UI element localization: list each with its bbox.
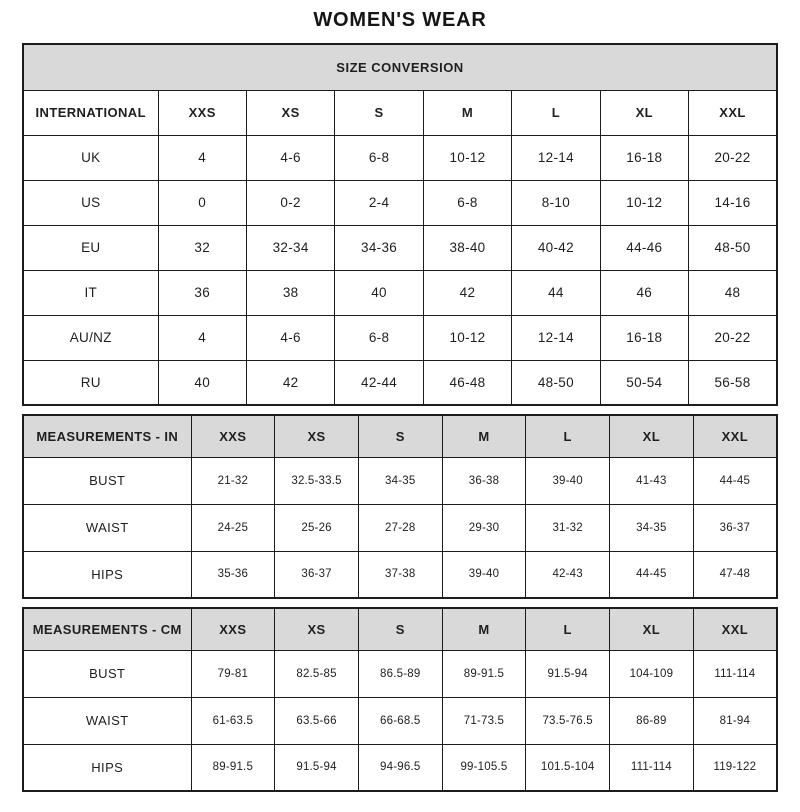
cell-value: 50-54 [600,360,688,405]
size-column-header: XXL [693,415,777,457]
cell-value: 119-122 [693,744,777,791]
cell-value: 16-18 [600,135,688,180]
table-title: MEASUREMENTS - CM [23,608,191,650]
cell-value: 86.5-89 [358,650,442,697]
cell-value: 29-30 [442,504,526,551]
cell-value: 34-35 [610,504,694,551]
size-header-row [23,608,777,650]
table-row [23,270,777,315]
size-column-header: S [335,90,423,135]
cell-value: 16-18 [600,315,688,360]
cell-value: 4-6 [246,135,334,180]
cell-value: 4 [158,135,246,180]
cell-value: 44 [512,270,600,315]
table-row [23,697,777,744]
table-row [23,457,777,504]
row-label: WAIST [23,504,191,551]
cell-value: 38 [246,270,334,315]
cell-value: 44-45 [610,551,694,598]
cell-value: 91.5-94 [275,744,359,791]
table-row [23,360,777,405]
row-label: BUST [23,650,191,697]
cell-value: 10-12 [423,315,511,360]
cell-value: 8-10 [512,180,600,225]
size-column-header: XXS [191,415,275,457]
row-label: EU [23,225,158,270]
table-row [23,650,777,697]
cell-value: 24-25 [191,504,275,551]
table-row [23,225,777,270]
cell-value: 101.5-104 [526,744,610,791]
cell-value: 111-114 [610,744,694,791]
cell-value: 46 [600,270,688,315]
row-label: IT [23,270,158,315]
cell-value: 20-22 [689,135,777,180]
size-column-header: XXL [689,90,777,135]
cell-value: 40 [158,360,246,405]
size-column-header: M [423,90,511,135]
cell-value: 44-45 [693,457,777,504]
size-column-header: M [442,608,526,650]
cell-value: 44-46 [600,225,688,270]
size-column-header: S [358,608,442,650]
cell-value: 0 [158,180,246,225]
cell-value: 89-91.5 [191,744,275,791]
cell-value: 0-2 [246,180,334,225]
column-header-international: INTERNATIONAL [23,90,158,135]
cell-value: 27-28 [358,504,442,551]
cell-value: 20-22 [689,315,777,360]
size-column-header: XL [600,90,688,135]
size-conversion-table [22,43,778,406]
cell-value: 38-40 [423,225,511,270]
size-column-header: L [526,415,610,457]
cell-value: 46-48 [423,360,511,405]
cell-value: 2-4 [335,180,423,225]
cell-value: 6-8 [423,180,511,225]
row-label: BUST [23,457,191,504]
cell-value: 39-40 [526,457,610,504]
row-label: RU [23,360,158,405]
cell-value: 10-12 [423,135,511,180]
cell-value: 79-81 [191,650,275,697]
cell-value: 48-50 [512,360,600,405]
cell-value: 4-6 [246,315,334,360]
cell-value: 56-58 [689,360,777,405]
page-title: WOMEN'S WEAR [313,9,487,31]
size-column-header: M [442,415,526,457]
cell-value: 34-36 [335,225,423,270]
table-title: MEASUREMENTS - IN [23,415,191,457]
cell-value: 36-37 [275,551,359,598]
cell-value: 111-114 [693,650,777,697]
cell-value: 42 [246,360,334,405]
cell-value: 36-38 [442,457,526,504]
size-column-header: S [358,415,442,457]
cell-value: 73.5-76.5 [526,697,610,744]
size-column-header: XL [610,415,694,457]
row-label: HIPS [23,551,191,598]
table-title-row [23,44,777,90]
cell-value: 40 [335,270,423,315]
cell-value: 81-94 [693,697,777,744]
row-label: HIPS [23,744,191,791]
cell-value: 48-50 [689,225,777,270]
size-column-header: XL [610,608,694,650]
table-row [23,315,777,360]
size-column-header: XXL [693,608,777,650]
size-header-row [23,415,777,457]
cell-value: 12-14 [512,135,600,180]
cell-value: 34-35 [358,457,442,504]
cell-value: 14-16 [689,180,777,225]
measurements-in-table [22,414,778,599]
row-label: US [23,180,158,225]
table-row [23,744,777,791]
size-column-header: XS [275,415,359,457]
cell-value: 89-91.5 [442,650,526,697]
cell-value: 37-38 [358,551,442,598]
cell-value: 47-48 [693,551,777,598]
table-row [23,551,777,598]
cell-value: 91.5-94 [526,650,610,697]
cell-value: 21-32 [191,457,275,504]
cell-value: 6-8 [335,135,423,180]
cell-value: 42 [423,270,511,315]
cell-value: 32 [158,225,246,270]
cell-value: 25-26 [275,504,359,551]
cell-value: 71-73.5 [442,697,526,744]
size-column-header: XS [246,90,334,135]
cell-value: 41-43 [610,457,694,504]
cell-value: 6-8 [335,315,423,360]
cell-value: 35-36 [191,551,275,598]
size-column-header: L [512,90,600,135]
cell-value: 31-32 [526,504,610,551]
table-row [23,180,777,225]
table-title: SIZE CONVERSION [23,44,777,90]
cell-value: 12-14 [512,315,600,360]
size-column-header: XS [275,608,359,650]
row-label: WAIST [23,697,191,744]
cell-value: 48 [689,270,777,315]
cell-value: 99-105.5 [442,744,526,791]
size-column-header: XXS [158,90,246,135]
cell-value: 36-37 [693,504,777,551]
cell-value: 42-43 [526,551,610,598]
cell-value: 61-63.5 [191,697,275,744]
size-column-header: XXS [191,608,275,650]
cell-value: 4 [158,315,246,360]
cell-value: 10-12 [600,180,688,225]
measurements-cm-table [22,607,778,792]
size-header-row [23,90,777,135]
row-label: UK [23,135,158,180]
table-row [23,135,777,180]
table-row [23,504,777,551]
cell-value: 63.5-66 [275,697,359,744]
size-column-header: L [526,608,610,650]
cell-value: 66-68.5 [358,697,442,744]
cell-value: 40-42 [512,225,600,270]
cell-value: 104-109 [610,650,694,697]
cell-value: 36 [158,270,246,315]
cell-value: 42-44 [335,360,423,405]
cell-value: 32.5-33.5 [275,457,359,504]
cell-value: 39-40 [442,551,526,598]
cell-value: 82.5-85 [275,650,359,697]
cell-value: 94-96.5 [358,744,442,791]
cell-value: 86-89 [610,697,694,744]
row-label: AU/NZ [23,315,158,360]
cell-value: 32-34 [246,225,334,270]
